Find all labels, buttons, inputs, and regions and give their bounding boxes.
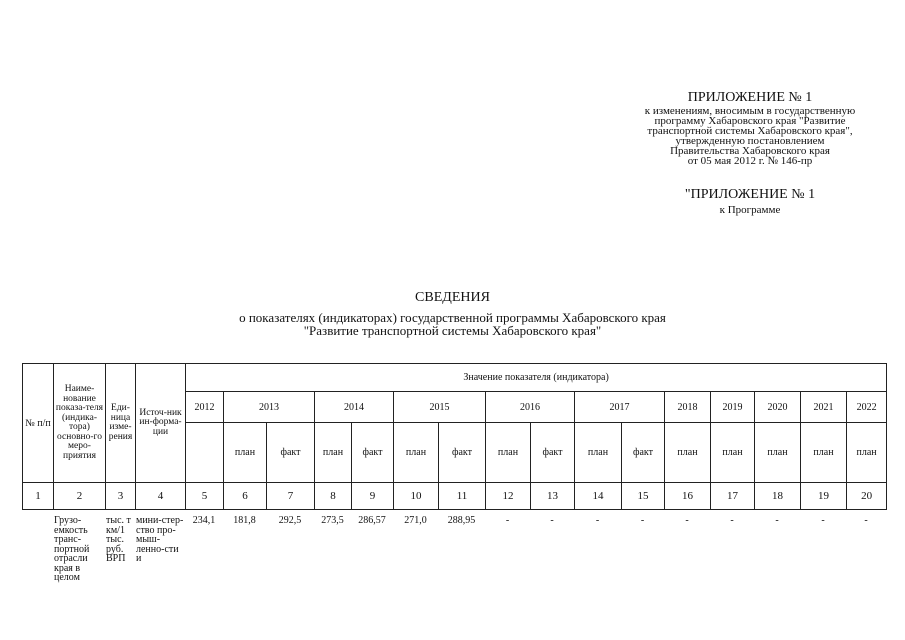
- row-indicator-name: Грузо-емкость транс-портной отрасли края в целом: [54, 515, 90, 583]
- column-number: 8: [315, 483, 352, 510]
- table-row: [22, 516, 886, 583]
- header-year-2018: 2018: [665, 392, 711, 423]
- appendix-title: ПРИЛОЖЕНИЕ № 1: [687, 90, 813, 105]
- header-2012-sub: [186, 423, 224, 483]
- column-number: 17: [711, 483, 755, 510]
- row-value: 271,0: [404, 515, 427, 526]
- column-number: 4: [136, 483, 186, 510]
- row-value: 273,5: [321, 515, 344, 526]
- header-year-2012: 2012: [186, 392, 224, 423]
- column-number: 10: [394, 483, 439, 510]
- column-number: 14: [575, 483, 622, 510]
- column-number: 7: [267, 483, 315, 510]
- header-fact: факт: [352, 423, 394, 483]
- row-unit: тыс. т км/1 тыс. руб. ВРП: [106, 515, 131, 564]
- appendix-line: к изменениям, вносимым в государственную: [644, 105, 856, 117]
- header-plan: план: [224, 423, 267, 483]
- header-fact: факт: [622, 423, 665, 483]
- row-source: мини-стер-ство про-мыш-ленно-сти и: [136, 515, 184, 564]
- header-year-2015: 2015: [394, 392, 486, 423]
- appendix-block: [620, 90, 880, 166]
- indicator-table-body: [22, 516, 886, 583]
- column-number: 11: [439, 483, 486, 510]
- column-number: 19: [801, 483, 847, 510]
- header-plan: план: [711, 423, 755, 483]
- header-indicator-value: Значение показателя (индикатора): [186, 364, 887, 392]
- header-plan: план: [847, 423, 887, 483]
- indicator-table-header: [22, 363, 887, 510]
- column-number: 12: [486, 483, 531, 510]
- row-value: -: [730, 515, 734, 526]
- appendix-program-title: "ПРИЛОЖЕНИЕ № 1: [684, 187, 816, 202]
- header-source: Источ-ник ин-форма-ции: [136, 364, 186, 483]
- document-subtitle-line2: "Развитие транспортной системы Хабаровского края": [303, 323, 602, 338]
- row-no: [22, 516, 53, 583]
- row-value: -: [550, 515, 554, 526]
- row-value: -: [821, 515, 825, 526]
- appendix-line: от 05 мая 2012 г. № 146-пр: [687, 155, 813, 167]
- header-fact: факт: [531, 423, 575, 483]
- header-plan: план: [755, 423, 801, 483]
- header-year-2021: 2021: [801, 392, 847, 423]
- row-value: -: [640, 515, 645, 526]
- column-number: 18: [755, 483, 801, 510]
- column-number: 2: [54, 483, 106, 510]
- appendix-line: программу Хабаровского края "Развитие: [654, 115, 846, 127]
- column-number: 15: [622, 483, 665, 510]
- document-subtitle: [0, 311, 905, 337]
- row-value: -: [505, 515, 510, 526]
- row-value: -: [775, 515, 779, 526]
- header-plan: план: [665, 423, 711, 483]
- appendix-line: Правительства Хабаровского края: [670, 145, 830, 157]
- header-plan: план: [394, 423, 439, 483]
- header-plan: план: [575, 423, 622, 483]
- document-title: СВЕДЕНИЯ: [415, 290, 490, 305]
- header-plan: план: [801, 423, 847, 483]
- appendix-line: утвержденную постановлением: [675, 135, 825, 147]
- header-indicator-name: Наиме-нование показа-теля (индика-тора) основно-го меро-приятия: [54, 364, 106, 483]
- appendix-program-subtitle: к Программе: [719, 204, 781, 216]
- row-value: 292,5: [278, 515, 302, 526]
- header-plan: план: [486, 423, 531, 483]
- column-number: 3: [106, 483, 136, 510]
- header-year-2014: 2014: [315, 392, 394, 423]
- header-year-2020: 2020: [755, 392, 801, 423]
- column-number: 13: [531, 483, 575, 510]
- header-year-2016: 2016: [486, 392, 575, 423]
- row-value: -: [595, 515, 600, 526]
- column-number: 16: [665, 483, 711, 510]
- row-value: -: [685, 515, 689, 526]
- column-number: 9: [352, 483, 394, 510]
- header-plan: план: [315, 423, 352, 483]
- column-number: 1: [23, 483, 54, 510]
- header-year-2022: 2022: [847, 392, 887, 423]
- header-fact: факт: [267, 423, 315, 483]
- header-fact: факт: [439, 423, 486, 483]
- header-year-2013: 2013: [224, 392, 315, 423]
- column-number: 6: [224, 483, 267, 510]
- appendix-line: транспортной системы Хабаровского края",: [647, 125, 853, 137]
- header-year-2019: 2019: [711, 392, 755, 423]
- row-value: 288,95: [447, 515, 476, 526]
- column-number: 5: [186, 483, 224, 510]
- document-subtitle-line1: о показателях (индикаторах) государственной программы Хабаровского края: [239, 310, 666, 325]
- header-year-2017: 2017: [575, 392, 665, 423]
- row-value: 181,8: [233, 515, 256, 526]
- appendix-program-block: [620, 187, 880, 215]
- row-value: 286,57: [358, 515, 386, 526]
- column-number: 20: [847, 483, 887, 510]
- header-no: № п/п: [23, 364, 54, 483]
- row-value: 234,1: [192, 515, 216, 526]
- header-unit: Еди-ница изме-рения: [106, 364, 136, 483]
- row-value: -: [864, 515, 868, 526]
